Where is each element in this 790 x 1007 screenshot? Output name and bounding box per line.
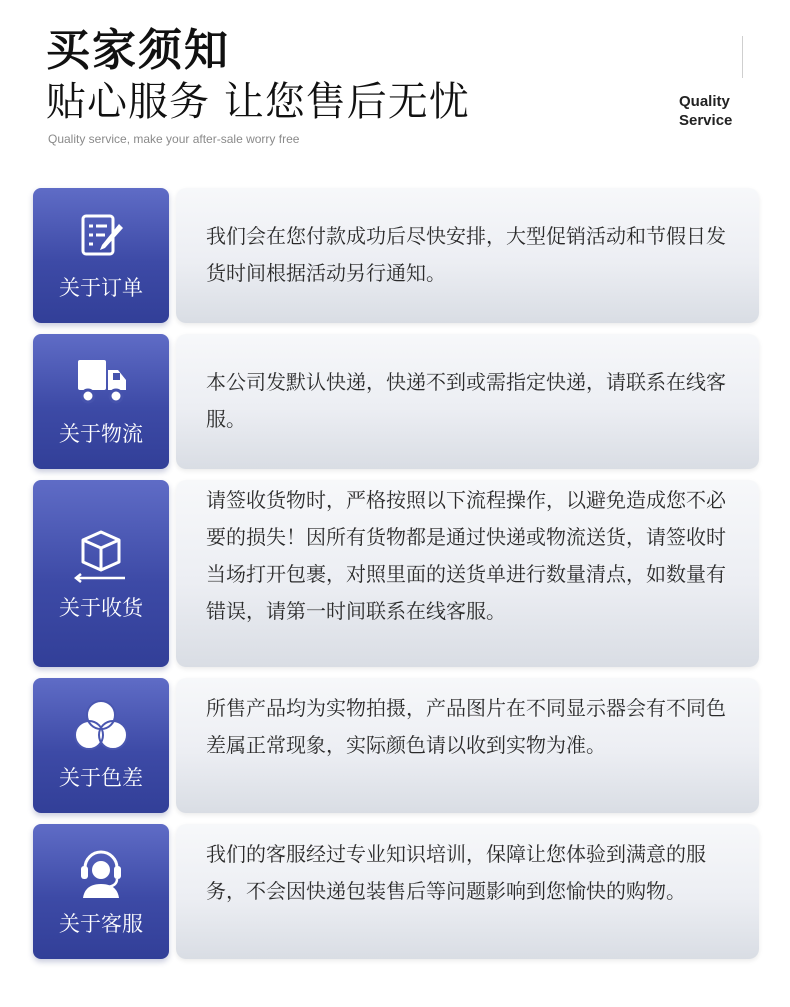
header [0,0,790,170]
order-list-icon [33,210,169,270]
notice-label-service: 关于客服 [59,912,143,936]
truck-icon [33,354,169,414]
notice-row-service [33,824,759,959]
headset-icon [33,842,169,902]
divider [742,36,743,78]
notice-row-receiving [33,480,759,667]
badge-line-1: Quality [679,93,730,110]
notice-text-logistics: 本公司发默认快递，快递不到或需指定快递，请联系在线客服。 [206,370,726,431]
page-title: 买家须知 [46,25,230,76]
notice-side-logistics [33,334,169,469]
notice-content-color [176,678,759,813]
badge-line-2: Service [679,112,733,129]
notice-side-order [33,188,169,323]
notice-label-logistics: 关于物流 [59,422,143,446]
notice-content-service [176,824,759,959]
color-circles-icon [33,696,169,756]
box-icon [33,528,169,588]
notice-label-receiving: 关于收货 [59,596,143,620]
page-subtitle: 贴心服务 让您售后无忧 [46,79,470,125]
notice-side-color [33,678,169,813]
notice-side-service [33,824,169,959]
notice-label-order: 关于订单 [59,276,143,300]
notice-text-color: 所售产品均为实物拍摄，产品图片在不同显示器会有不同色差属正常现象，实际颜色请以收到实物为准。 [206,696,726,757]
notice-text-receiving: 请签收货物时，严格按照以下流程操作，以避免造成您不必要的损失！因所有货物都是通过快递或物流送货，请签收时当场打开包裹，对照里面的送货单进行数量清点，如数量有错误，请第一时间联系在线客服。 [206,488,726,623]
notice-row-logistics [33,334,759,469]
page-subtitle-english: Quality service, make your after-sale worry free [48,132,300,146]
notice-row-order [33,188,759,323]
notice-content-receiving [176,480,759,667]
notice-row-color [33,678,759,813]
notice-text-order: 我们会在您付款成功后尽快安排，大型促销活动和节假日发货时间根据活动另行通知。 [206,224,726,285]
notice-content-order [176,188,759,323]
notice-text-service: 我们的客服经过专业知识培训，保障让您体验到满意的服务，不会因快递包装售后等问题影响到您愉快的购物。 [206,842,706,903]
notice-content-logistics [176,334,759,469]
notice-side-receiving [33,480,169,667]
quality-service-badge [679,92,749,130]
notice-label-color: 关于色差 [59,766,143,790]
